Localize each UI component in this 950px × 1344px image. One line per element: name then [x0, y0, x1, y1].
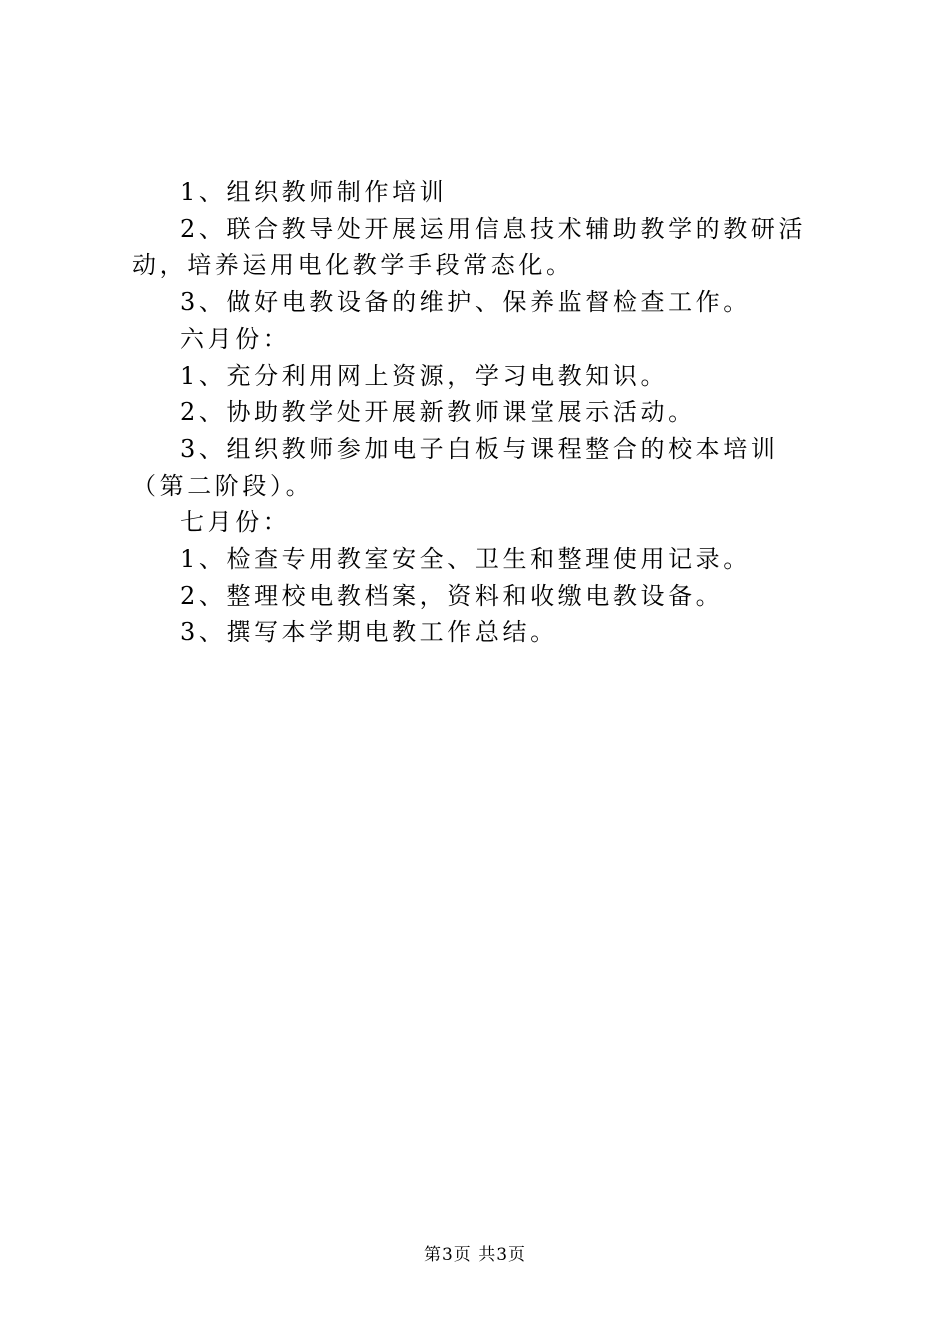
- paragraph: 1、充分利用网上资源，学习电教知识。: [180, 361, 669, 390]
- paragraph: 1、检查专用教室安全、卫生和整理使用记录。: [180, 545, 751, 574]
- month-heading: 七月份：: [180, 508, 291, 537]
- paragraph: 3、组织教师参加电子白板与课程整合的校本培训（第二阶段）。: [132, 434, 779, 500]
- paragraph: 2、整理校电教档案，资料和收缴电教设备。: [180, 581, 724, 610]
- paragraph: 2、联合教导处开展运用信息技术辅助教学的教研活动，培养运用电化教学手段常态化。: [132, 214, 807, 280]
- page-number-footer: 第3页 共3页: [423, 1245, 527, 1265]
- paragraph: 1、组织教师制作培训: [180, 178, 448, 206]
- document-body: [132, 174, 832, 651]
- paragraph: 2、协助教学处开展新教师课堂展示活动。: [180, 398, 696, 427]
- paragraph: 3、做好电教设备的维护、保养监督检查工作。: [180, 288, 751, 317]
- paragraph: 3、撰写本学期电教工作总结。: [180, 618, 558, 647]
- month-heading: 六月份：: [180, 324, 291, 353]
